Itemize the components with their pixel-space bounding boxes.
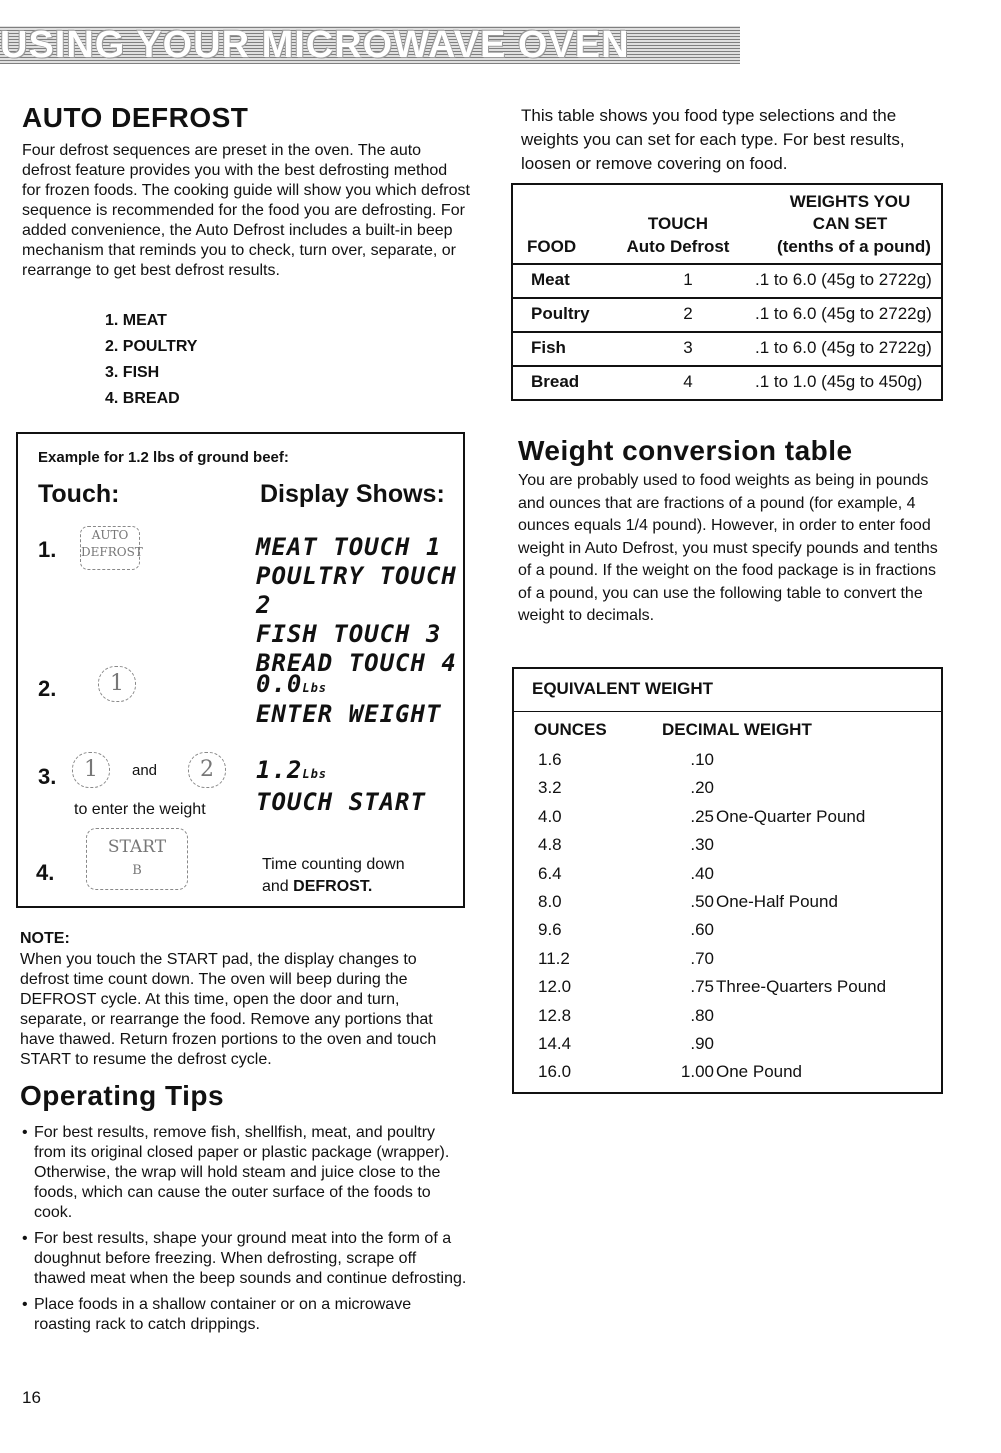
display-line: TOUCH START — [256, 788, 426, 816]
table-row — [514, 1031, 941, 1059]
display-heading: Display Shows: — [260, 480, 445, 508]
food-weight-table — [511, 183, 943, 401]
col-ounces: OUNCES — [534, 720, 607, 739]
weight-cell: .1 to 6.0 (45g to 2722g) — [755, 338, 932, 357]
tips-list — [20, 1123, 468, 1341]
table-row — [514, 1059, 941, 1087]
food-cell: Bread — [531, 372, 580, 391]
touch-cell: 1 — [683, 270, 693, 289]
col-decimal: DECIMAL WEIGHT — [662, 720, 812, 739]
table-intro: This table shows you food type selections and the weights you can set for each type. For best results, loosen or remove covering on food. — [521, 106, 905, 173]
display-unit: Lbs — [302, 681, 328, 695]
table-row — [514, 1003, 941, 1031]
equivalent-weight-table — [512, 667, 943, 1094]
table-row — [513, 365, 941, 399]
pad-label: START — [107, 837, 167, 857]
auto-defrost-pad-icon — [80, 526, 143, 570]
list-item: • For best results, remove fish, shellfish, meat, and poultry from its original closed paper or plastic package (wrapper). Otherwise, the wrap will hold steam and juice close to the foods, which can cause the outer surface of the foods to cook. — [20, 1123, 468, 1223]
table-row — [514, 804, 941, 832]
note-text: When you touch the START pad, the display changes to defrost time count down. The oven will beep during the DEFROST cycle. At this time, open the door and turn, separate, or rearrange the food. Remove any portions that have thawed. Return frozen portions to the oven and touch START to resume the defrost cycle. — [20, 951, 437, 1068]
header-weights-line3: (tenths of a pound) — [777, 237, 931, 256]
pad-label: DEFROST — [81, 545, 143, 559]
description-cell: One-Half Pound — [716, 892, 838, 911]
step-number: 3. — [38, 764, 57, 789]
note-title: NOTE: — [20, 930, 70, 947]
decimal-cell: .70 — [690, 948, 714, 968]
table-row — [513, 297, 941, 331]
ounces-cell: 4.0 — [538, 806, 562, 826]
display-line: ENTER WEIGHT — [256, 700, 442, 728]
step4-line: Time counting down — [262, 856, 405, 873]
number-pad-2-icon: 2 — [188, 752, 226, 788]
weight-cell: .1 to 6.0 (45g to 2722g) — [755, 304, 932, 323]
step4-text — [262, 854, 405, 898]
sequence-item: 1. MEAT — [105, 312, 167, 329]
divider — [514, 711, 941, 712]
display-readout — [256, 756, 327, 784]
equivalent-title: EQUIVALENT WEIGHT — [532, 679, 714, 698]
table-row — [514, 974, 941, 1002]
weight-cell: .1 to 1.0 (45g to 450g) — [755, 372, 923, 391]
decimal-cell: 1.00 — [680, 1062, 714, 1082]
decimal-cell: .80 — [690, 1005, 714, 1025]
step-number: 1. — [38, 537, 57, 562]
decimal-cell: .10 — [690, 750, 714, 769]
ounces-cell: 12.8 — [538, 1005, 572, 1025]
ounces-cell: 3.2 — [538, 778, 562, 798]
header-weights-line1: WEIGHTS YOU — [789, 192, 911, 211]
weight-conversion-title: Weight conversion table — [518, 435, 853, 466]
decimal-cell: .30 — [690, 835, 714, 855]
table-row — [513, 263, 941, 297]
pad-label: AUTO — [91, 528, 129, 542]
pad-sub-label: B — [132, 863, 142, 878]
ounces-cell: 12.0 — [538, 977, 572, 997]
sequence-item: 4. BREAD — [105, 390, 180, 407]
ounces-cell: 1.6 — [538, 750, 562, 769]
ounces-cell: 6.4 — [538, 863, 562, 883]
display-line: POULTRY TOUCH 2 — [256, 562, 457, 619]
display-readout — [256, 670, 327, 698]
table-row — [514, 747, 941, 775]
header-weights-line2: CAN SET — [812, 214, 888, 233]
food-cell: Meat — [531, 270, 570, 289]
header-food: FOOD — [527, 237, 577, 256]
table-row — [514, 861, 941, 889]
example-box — [16, 432, 465, 908]
display-readout — [256, 533, 463, 678]
page-number: 16 — [22, 1388, 41, 1407]
operating-tips-title: Operating Tips — [20, 1080, 225, 1111]
defrost-sequence-list — [105, 308, 197, 412]
list-item: • Place foods in a shallow container or on a microwave roasting rack to catch drippings. — [20, 1295, 468, 1335]
ounces-cell: 14.4 — [538, 1034, 572, 1053]
list-item: • For best results, shape your ground meat into the form of a doughnut before freezing. When defrosting, scrape off thawed meat when the beep sounds and continue defrosting. — [20, 1229, 468, 1289]
ounces-cell: 16.0 — [538, 1062, 572, 1082]
sequence-item: 3. FISH — [105, 364, 160, 381]
food-cell: Poultry — [531, 304, 590, 323]
touch-heading: Touch: — [38, 480, 120, 508]
table-row — [513, 331, 941, 365]
header-touch-line1: TOUCH — [647, 214, 709, 233]
ounces-cell: 8.0 — [538, 892, 562, 911]
touch-cell: 3 — [683, 338, 693, 357]
ounces-cell: 4.8 — [538, 835, 562, 855]
auto-defrost-intro: Four defrost sequences are preset in the oven. The auto defrost feature provides you with the best defrosting method for frozen foods. The cooking guide will show you which defrost sequence is recommended for the food you are defrosting. For added convenience, the Auto Defrost includes a built-in beep mechanism that reminds you to check, turn over, separate, or rearrange to get best defrost results. — [22, 142, 470, 279]
ounces-cell: 11.2 — [538, 948, 570, 968]
decimal-cell: .90 — [690, 1034, 714, 1053]
display-line: BREAD TOUCH 4 — [256, 649, 457, 677]
start-pad-icon — [86, 828, 188, 890]
display-line: FISH TOUCH 3 — [256, 620, 442, 648]
banner-title: USING YOUR MICROWAVE OVEN — [0, 24, 630, 66]
step4-text-pre: and — [262, 878, 294, 895]
step3-caption: to enter the weight — [74, 801, 206, 818]
table-row — [514, 889, 941, 917]
description-cell: Three-Quarters Pound — [716, 977, 887, 997]
description-cell: One Pound — [716, 1062, 803, 1082]
step-number: 4. — [36, 860, 55, 885]
ounces-cell: 9.6 — [538, 920, 562, 940]
step4-text-bold: DEFROST. — [293, 878, 373, 895]
number-pad-1-icon: 1 — [72, 752, 110, 788]
example-title: Example for 1.2 lbs of ground beef: — [38, 449, 289, 466]
table-row — [514, 832, 941, 860]
auto-defrost-title: AUTO DEFROST — [22, 102, 249, 133]
display-unit: Lbs — [302, 767, 328, 781]
table-row — [514, 946, 941, 974]
display-value: 0.0 — [256, 670, 303, 698]
weight-conversion-text: You are probably used to food weights as being in pounds and ounces that are fractions of a pound (for example, 4 ounces equals 1/4 pound). However, in order to enter food weight in Auto Defrost, you must specify pounds and tenths of a pound. If the weight on the food package is in fractions of a pound, you can use the following table to convert the weight to decimals. — [518, 472, 938, 624]
food-cell: Fish — [531, 338, 566, 357]
decimal-cell: .20 — [690, 778, 714, 798]
decimal-cell: .25 — [690, 806, 714, 826]
decimal-cell: .60 — [690, 920, 714, 940]
description-cell: One-Quarter Pound — [716, 806, 866, 826]
touch-cell: 2 — [683, 304, 693, 323]
decimal-cell: .50 — [690, 892, 714, 911]
table-row — [514, 917, 941, 945]
weight-cell: .1 to 6.0 (45g to 2722g) — [755, 270, 932, 289]
number-pad-1-icon: 1 — [98, 666, 136, 702]
decimal-cell: .40 — [690, 863, 714, 883]
touch-cell: 4 — [683, 372, 693, 391]
table-row — [514, 775, 941, 803]
decimal-cell: .75 — [690, 977, 714, 997]
sequence-item: 2. POULTRY — [105, 338, 198, 355]
display-line: MEAT TOUCH 1 — [256, 533, 442, 561]
and-label: and — [132, 762, 158, 779]
step-number: 2. — [38, 676, 57, 701]
display-value: 1.2 — [256, 756, 303, 784]
step4-line — [262, 876, 405, 898]
header-touch-line2: Auto Defrost — [626, 237, 730, 256]
